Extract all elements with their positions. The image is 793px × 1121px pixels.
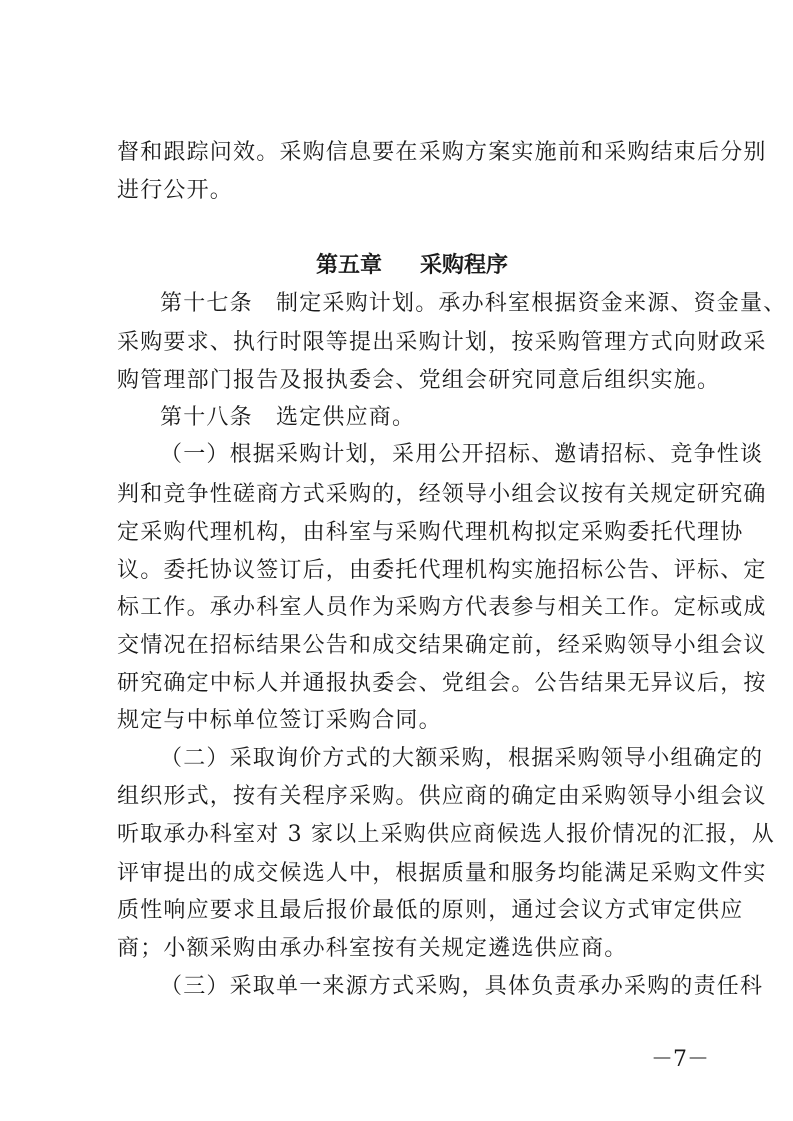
item-1-line: （一）根据采购计划，采用公开招标、邀请招标、竞争性谈: [160, 442, 764, 467]
item-2-line: 评审提出的成交候选人中，根据质量和服务均能满足采购文件实: [117, 861, 767, 886]
item-2-line: （二）采取询价方式的大额采购，根据采购领导小组确定的: [160, 746, 764, 771]
chapter-heading: [316, 252, 508, 280]
item-3-line: （三）采取单一来源方式采购，具体负责承办采购的责任科: [160, 974, 764, 999]
item-1-line: 判和竞争性磋商方式采购的，经领导小组会议按有关规定研究确: [117, 482, 767, 507]
item-2-line: 质性响应要求且最后报价最低的原则，通过会议方式审定供应: [117, 898, 744, 923]
item-1-line: 定采购代理机构，由科室与采购代理机构拟定采购委托代理协: [117, 520, 744, 545]
item-1-line: 议。委托协议签订后，由委托代理机构实施招标公告、评标、定: [117, 558, 767, 583]
item-1-line: 规定与中标单位签订采购合同。: [117, 708, 442, 733]
article-17-line: 第十七条 制定采购计划。承办科室根据资金来源、资金量、: [160, 291, 787, 316]
page-number: －7－: [651, 1047, 709, 1072]
paragraph-line: 督和跟踪问效。采购信息要在采购方案实施前和采购结束后分别: [117, 140, 767, 165]
item-1-line: 交情况在招标结果公告和成交结果确定前，经采购领导小组会议: [117, 633, 767, 658]
item-2-line: 组织形式，按有关程序采购。供应商的确定由采购领导小组会议: [117, 784, 767, 809]
article-17-line: 采购要求、执行时限等提出采购计划，按采购管理方式向财政采: [117, 330, 767, 355]
item-1-line: 研究确定中标人并通报执委会、党组会。公告结果无异议后，按: [117, 671, 767, 696]
chapter-title: 采购程序: [420, 253, 509, 278]
item-2-line: 听取承办科室对 3 家以上采购供应商候选人报价情况的汇报，从: [117, 822, 775, 847]
article-18-title: 第十八条 选定供应商。: [160, 405, 416, 430]
chapter-number: 第五章: [316, 253, 383, 278]
item-1-line: 标工作。承办科室人员作为采购方代表参与相关工作。定标或成: [117, 595, 767, 620]
article-17-line: 购管理部门报告及报执委会、党组会研究同意后组织实施。: [117, 368, 721, 393]
item-2-line: 商；小额采购由承办科室按有关规定遴选供应商。: [117, 936, 628, 961]
paragraph-line: 进行公开。: [117, 178, 234, 203]
